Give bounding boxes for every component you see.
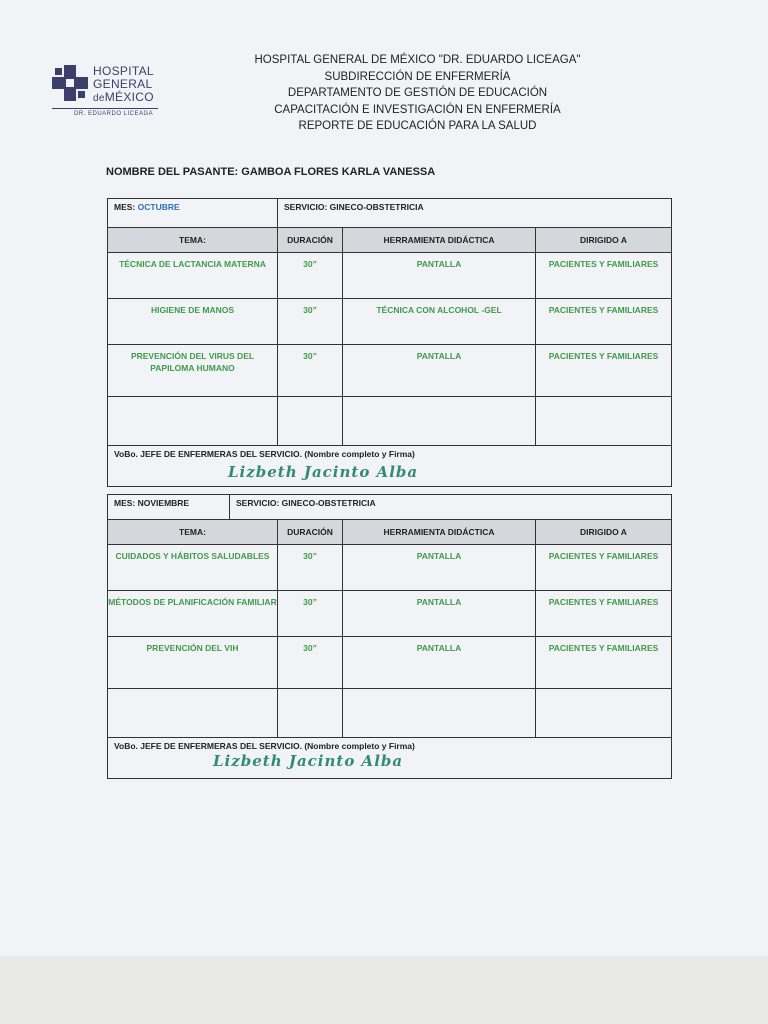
vobo-label: VoBo. JEFE DE ENFERMERAS DEL SERVICIO. (Nombre completo y Firma) — [114, 741, 415, 751]
vobo-cell — [108, 446, 672, 487]
empty-cell — [278, 397, 343, 446]
hospital-logo — [50, 62, 170, 122]
herramienta-cell: TÉCNICA CON ALCOHOL -GEL — [343, 299, 536, 345]
logo-divider — [52, 108, 158, 109]
duracion-cell: 30” — [278, 345, 343, 397]
handwritten-signature: Lizbeth Jacinto Alba — [213, 752, 404, 770]
herramienta-cell: PANTALLA — [343, 345, 536, 397]
dirigido-cell: PACIENTES Y FAMILIARES — [536, 299, 672, 345]
col-header-herramienta: HERRAMIENTA DIDÁCTICA — [343, 520, 536, 545]
pasante-name: GAMBOA FLORES KARLA VANESSA — [241, 166, 436, 178]
handwritten-signature: Lizbeth Jacinto Alba — [228, 463, 419, 481]
tema-cell: CUIDADOS Y HÁBITOS SALUDABLES — [108, 545, 278, 591]
mes-cell: MES: OCTUBRE — [108, 199, 278, 228]
mes-value: NOVIEMBRE — [137, 498, 190, 508]
pasante-label: NOMBRE DEL PASANTE: — [106, 166, 239, 178]
vobo-label: VoBo. JEFE DE ENFERMERAS DEL SERVICIO. (Nombre completo y Firma) — [114, 449, 415, 459]
herramienta-cell: PANTALLA — [343, 637, 536, 689]
duracion-cell: 30” — [278, 545, 343, 591]
report-table-noviembre-body — [107, 519, 672, 779]
empty-cell — [536, 397, 672, 446]
col-header-duracion: DURACIÓN — [278, 228, 343, 253]
duracion-cell: 30” — [278, 637, 343, 689]
mes-cell: MES: NOVIEMBRE — [108, 495, 230, 524]
scan-background-strip — [0, 956, 768, 1024]
duracion-cell: 30” — [278, 253, 343, 299]
col-header-duracion: DURACIÓN — [278, 520, 343, 545]
empty-cell — [343, 397, 536, 446]
pasante-line — [106, 166, 435, 178]
header-line: SUBDIRECCIÓN DE ENFERMERÍA — [324, 70, 511, 83]
dirigido-cell: PACIENTES Y FAMILIARES — [536, 253, 672, 299]
dirigido-cell: PACIENTES Y FAMILIARES — [536, 591, 672, 637]
dirigido-cell: PACIENTES Y FAMILIARES — [536, 637, 672, 689]
header-line: REPORTE DE EDUCACIÓN PARA LA SALUD — [298, 120, 537, 132]
tema-cell: HIGIENE DE MANOS — [108, 299, 278, 345]
servicio-cell: SERVICIO: GINECO-OBSTETRICIA — [230, 495, 672, 524]
tema-cell: MÉTODOS DE PLANIFICACIÓN FAMILIAR — [108, 591, 278, 637]
col-header-tema: TEMA: — [108, 520, 278, 545]
vobo-cell — [108, 738, 672, 779]
empty-cell — [278, 689, 343, 738]
col-header-dirigido: DIRIGIDO A — [536, 228, 672, 253]
report-table-octubre — [107, 198, 672, 487]
mes-value: OCTUBRE — [137, 202, 180, 212]
header-line: HOSPITAL GENERAL DE MÉXICO "DR. EDUARDO LICEAGA" — [254, 54, 581, 66]
duracion-cell: 30” — [278, 591, 343, 637]
duracion-cell: 30” — [278, 299, 343, 345]
logo-wordmark: HOSPITAL GENERAL deMÉXICO — [93, 64, 154, 104]
col-header-dirigido: DIRIGIDO A — [536, 520, 672, 545]
document-header — [200, 52, 635, 135]
logo-subline: DR. EDUARDO LICEAGA — [74, 111, 154, 117]
tema-cell: PREVENCIÓN DEL VIRUS DEL PAPILOMA HUMANO — [108, 345, 278, 397]
herramienta-cell: PANTALLA — [343, 253, 536, 299]
hospital-cross-icon — [52, 65, 88, 101]
empty-cell — [343, 689, 536, 738]
header-line: DEPARTAMENTO DE GESTIÓN DE EDUCACIÓN — [287, 87, 548, 99]
tema-cell: TÉCNICA DE LACTANCIA MATERNA — [108, 253, 278, 299]
col-header-herramienta: HERRAMIENTA DIDÁCTICA — [343, 228, 536, 253]
herramienta-cell: PANTALLA — [343, 591, 536, 637]
dirigido-cell: PACIENTES Y FAMILIARES — [536, 545, 672, 591]
empty-cell — [536, 689, 672, 738]
empty-cell — [108, 689, 278, 738]
tema-cell: PREVENCIÓN DEL VIH — [108, 637, 278, 689]
header-line: CAPACITACIÓN E INVESTIGACIÓN EN ENFERMERÍA — [274, 103, 561, 116]
empty-cell — [108, 397, 278, 446]
herramienta-cell: PANTALLA — [343, 545, 536, 591]
col-header-tema: TEMA: — [108, 228, 278, 253]
servicio-cell: SERVICIO: GINECO-OBSTETRICIA — [278, 199, 672, 228]
dirigido-cell: PACIENTES Y FAMILIARES — [536, 345, 672, 397]
